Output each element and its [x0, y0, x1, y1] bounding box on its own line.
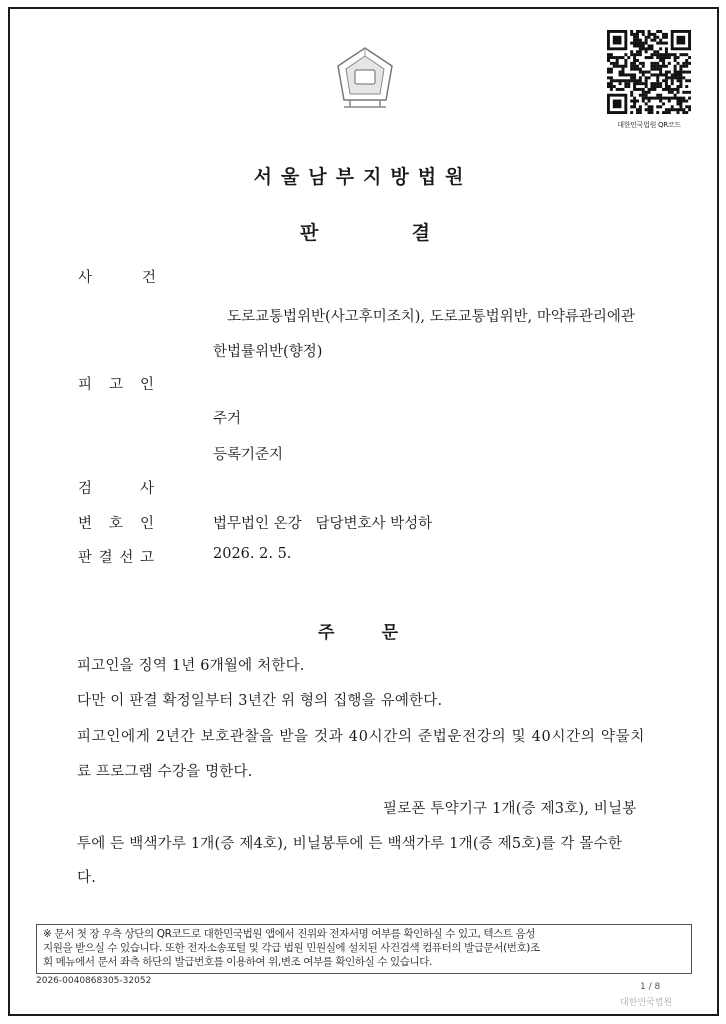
qr-caption: 대한민국법원 QR코드: [617, 121, 681, 129]
notice-line: 회 메뉴에서 문서 좌측 하단의 발급번호를 이용하여 위,변조 여부를 확인하실 수 있습니다.: [43, 956, 432, 968]
order-title: 주 문: [318, 623, 398, 643]
page-number: 1 / 8: [640, 982, 661, 992]
case-name-line-2: 한법률위반(향정): [213, 344, 323, 360]
qr-block: [604, 30, 694, 130]
qr-code-icon: [607, 30, 691, 114]
order-line: 다.: [77, 870, 97, 886]
document-type-title: [300, 218, 430, 245]
order-line: 필로폰 투약기구 1개(증 제3호), 비닐봉: [383, 801, 637, 817]
order-line: 피고인을 징역 1년 6개월에 처한다.: [77, 658, 305, 674]
sentencing-date: 2026. 2. 5.: [213, 546, 292, 562]
doc-type-char: 판: [300, 222, 319, 244]
notice-line: 지원을 받으실 수 있습니다. 또한 전자소송포털 및 각급 법원 민원실에 설치된 사건검색 컴퓨터의 발급문서(번호)조: [43, 942, 540, 954]
defendant-registered-domicile: 등록기준지: [213, 447, 284, 463]
case-name-line-1: 도로교통법위반(사고후미조치), 도로교통법위반, 마약류관리에관: [227, 309, 635, 325]
order-line: 료 프로그램 수강을 명한다.: [77, 764, 253, 780]
notice-line: ※ 문서 첫 장 우측 상단의 QR코드로 대한민국법원 앱에서 진위와 전자서명 여부를 확인하실 수 있고, 텍스트 음성: [43, 928, 536, 940]
defendant-residence: 주거: [213, 411, 242, 427]
prosecutor-label: 검 사: [78, 481, 154, 497]
issuance-number: 2026-0040868305-32052: [36, 976, 152, 986]
case-label: 사 건: [78, 270, 156, 286]
defense-counsel-label: 변 호 인: [78, 516, 154, 532]
order-line: 다만 이 판결 확정일부터 3년간 위 형의 집행을 유예한다.: [77, 693, 443, 709]
doc-type-char: 결: [411, 222, 430, 244]
court-name: 서울남부지방법원: [253, 166, 473, 188]
defendant-label: 피 고 인: [78, 377, 154, 393]
order-line: 투에 든 백색가루 1개(증 제4호), 비닐봉투에 든 백색가루 1개(증 제5호)를 각 몰수한: [77, 836, 623, 852]
footer-court-mark: 대한민국법원: [620, 998, 673, 1008]
defense-counsel-value: 법무법인 온강 담당변호사 박성하: [213, 516, 433, 532]
court-emblem-icon: [330, 44, 400, 110]
order-line: 피고인에게 2년간 보호관찰을 받을 것과 40시간의 준법운전강의 및 40시간의 약물치: [77, 729, 646, 745]
sentencing-date-label: 판 결 선 고: [78, 550, 154, 566]
authenticity-notice: [36, 924, 692, 974]
